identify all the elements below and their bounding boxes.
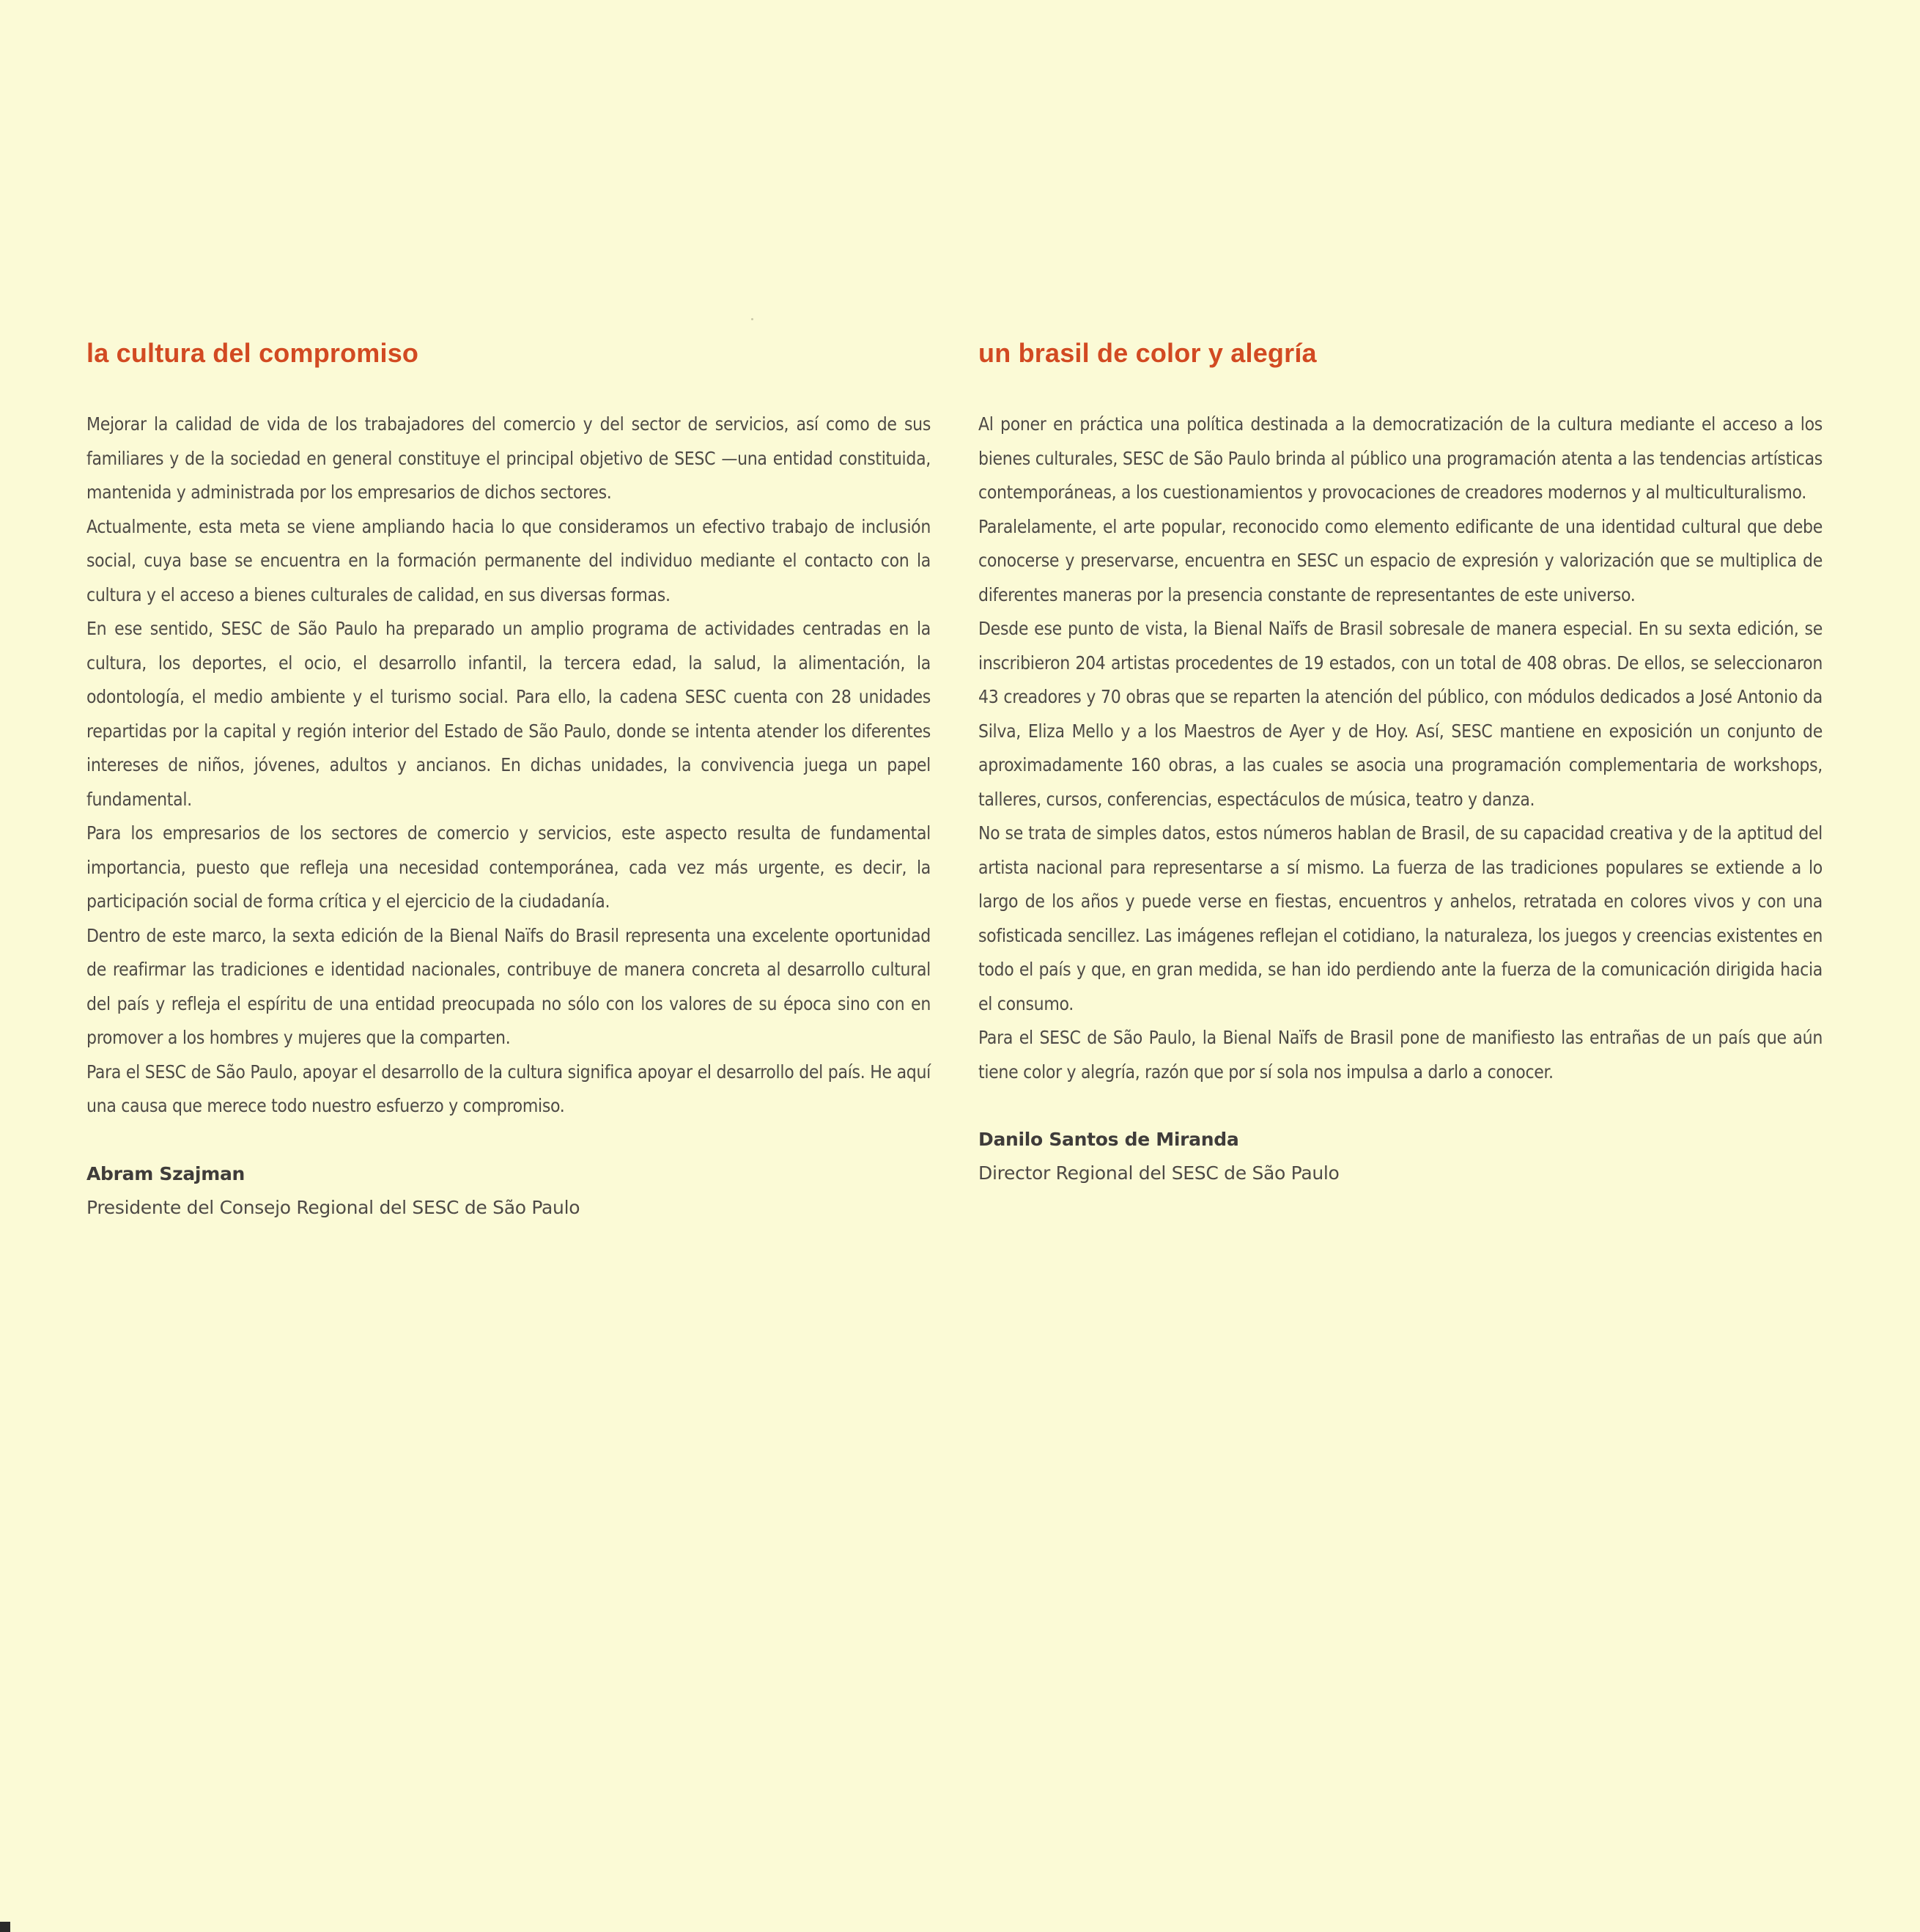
left-paragraph: En ese sentido, SESC de São Paulo ha preparado un amplio programa de actividades centradas en la cultura, los deportes, el ocio, el desarrollo infantil, la tercera edad, la salud, la alimentación, la odontología, el medio ambiente y el turismo social. Para ello, la cadena SESC cuenta con 28 unidades repartidas por la capital y región interior del Estado de São Paulo, donde se intenta atender los diferentes intereses de niños, jóvenes, adultos y ancianos. En dichas unidades, la convivencia juega un papel fundamental.: [86, 618, 931, 810]
right-paragraph: No se trata de simples datos, estos números hablan de Brasil, de su capacidad creativa y de la aptitud del artista nacional para representarse a sí mismo. La fuerza de las tradiciones populares se extiende a lo largo de los años y puede verse en fiestas, encuentros y anhelos, retratada en colores vivos y con una sofisticada sencillez. Las imágenes reflejan el cotidiano, la naturaleza, los juegos y creencias existentes en todo el país y que, en gran medida, se han ido perdiendo ante la fuerza de la comunicación dirigida hacia el consumo.: [978, 822, 1823, 1014]
left-heading: la cultura del compromiso: [86, 338, 419, 368]
left-body: [86, 408, 931, 1124]
left-column: [86, 331, 931, 1225]
right-paragraph: Al poner en práctica una política destinada a la democratización de la cultura mediante el acceso a los bienes culturales, SESC de São Paulo brinda al público una programación atenta a las tendencias artísticas contemporáneas, a los cuestionamientos y provocaciones de creadores modernos y al multiculturalismo.: [978, 413, 1823, 503]
left-paragraph: Dentro de este marco, la sexta edición de la Bienal Naïfs do Brasil representa una excelente oportunidad de reafirmar las tradiciones e identidad nacionales, contribuye de manera concreta al desarrollo cultural del país y refleja el espíritu de una entidad preocupada no sólo con los valores de su época sino con en promover a los hombres y mujeres que la comparten.: [86, 924, 931, 1048]
right-paragraph: Desde ese punto de vista, la Bienal Naïfs de Brasil sobresale de manera especial. En su sexta edición, se inscribieron 204 artistas procedentes de 19 estados, con un total de 408 obras. De ellos, se seleccionaron 43 creadores y 70 obras que se reparten la atención del público, con módulos dedicados a José Antonio da Silva, Eliza Mello y a los Maestros de Ayer y de Hoy. Así, SESC mantiene en exposición un conjunto de aproximadamente 160 obras, a las cuales se asocia una programación complementaria de workshops, talleres, cursos, conferencias, espectáculos de música, teatro y danza.: [978, 618, 1823, 810]
page-speck: [751, 318, 753, 320]
left-paragraph: Para los empresarios de los sectores de comercio y servicios, este aspecto resulta de fundamental importancia, puesto que refleja una necesidad contemporánea, cada vez más urgente, es decir, la participación social de forma crítica y el ejercicio de la ciudadanía.: [86, 822, 931, 912]
right-paragraph: Para el SESC de São Paulo, la Bienal Naïfs de Brasil pone de manifiesto las entrañas de un país que aún tiene color y alegría, razón que por sí sola nos impulsa a darlo a conocer.: [978, 1027, 1823, 1083]
left-paragraph: Actualmente, esta meta se viene ampliando hacia lo que consideramos un efectivo trabajo de inclusión social, cuya base se encuentra en la formación permanente del individuo mediante el contacto con la cultura y el acceso a bienes culturales de calidad, en sus diversas formas.: [86, 515, 931, 605]
right-signature-name: Danilo Santos de Miranda: [978, 1129, 1239, 1150]
left-paragraph: Mejorar la calidad de vida de los trabajadores del comercio y del sector de servicios, así como de sus familiares y de la sociedad en general constituye el principal objetivo de SESC —una entidad constituida, mantenida y administrada por los empresarios de dichos sectores.: [86, 413, 931, 503]
right-column: [978, 331, 1823, 1190]
left-signature-name: Abram Szajman: [86, 1162, 245, 1184]
right-body: [978, 408, 1823, 1089]
left-signature: [86, 1157, 931, 1225]
left-paragraph: Para el SESC de São Paulo, apoyar el desarrollo de la cultura significa apoyar el desarrollo del país. He aquí una causa que merece todo nuestro esfuerzo y compromiso.: [86, 1061, 931, 1116]
left-signature-role: Presidente del Consejo Regional del SESC de São Paulo: [86, 1196, 580, 1218]
right-signature-role: Director Regional del SESC de São Paulo: [978, 1162, 1340, 1184]
right-paragraph: Paralelamente, el arte popular, reconocido como elemento edificante de una identidad cultural que debe conocerse y preservarse, encuentra en SESC un espacio de expresión y valorización que se multiplica de diferentes maneras por la presencia constante de representantes de este universo.: [978, 515, 1823, 605]
corner-mark: [0, 1922, 10, 1932]
right-heading: un brasil de color y alegría: [978, 338, 1317, 368]
right-signature: [978, 1123, 1823, 1190]
